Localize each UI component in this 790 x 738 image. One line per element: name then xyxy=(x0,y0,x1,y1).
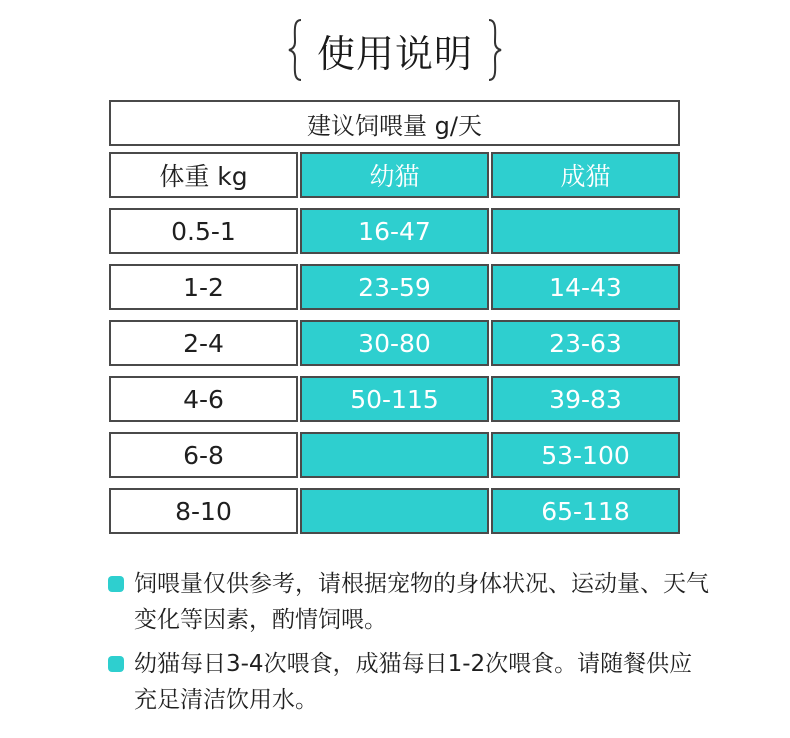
table-caption: 建议饲喂量 g/天 xyxy=(109,100,680,146)
weight-cell: 6-8 xyxy=(109,432,298,478)
weight-cell: 8-10 xyxy=(109,488,298,534)
header-kitten: 幼猫 xyxy=(300,152,489,198)
note-feeding-reference xyxy=(110,566,710,638)
bullet-icon xyxy=(108,656,124,672)
adult-cell: 23-63 xyxy=(491,320,680,366)
note-feeding-frequency xyxy=(110,646,710,718)
adult-cell xyxy=(491,208,680,254)
page-title: 使用说明 xyxy=(316,31,473,76)
adult-cell: 65-118 xyxy=(491,488,680,534)
kitten-cell: 16-47 xyxy=(300,208,489,254)
header-weight: 体重 kg xyxy=(109,152,298,198)
kitten-cell: 30-80 xyxy=(300,320,489,366)
note-text: 饲喂量仅供参考，请根据宠物的身体状况、运动量、天气变化等因素，酌情饲喂。 xyxy=(134,571,709,633)
adult-cell: 14-43 xyxy=(491,264,680,310)
weight-cell: 4-6 xyxy=(109,376,298,422)
kitten-cell: 23-59 xyxy=(300,264,489,310)
kitten-cell xyxy=(300,488,489,534)
note-text: 幼猫每日3-4次喂食，成猫每日1-2次喂食。请随餐供应充足清洁饮用水。 xyxy=(134,651,693,713)
kitten-cell: 50-115 xyxy=(300,376,489,422)
adult-cell: 39-83 xyxy=(491,376,680,422)
adult-cell: 53-100 xyxy=(491,432,680,478)
bullet-icon xyxy=(108,576,124,592)
weight-cell: 2-4 xyxy=(109,320,298,366)
header-adult: 成猫 xyxy=(491,152,680,198)
weight-cell: 0.5-1 xyxy=(109,208,298,254)
weight-cell: 1-2 xyxy=(109,264,298,310)
kitten-cell xyxy=(300,432,489,478)
